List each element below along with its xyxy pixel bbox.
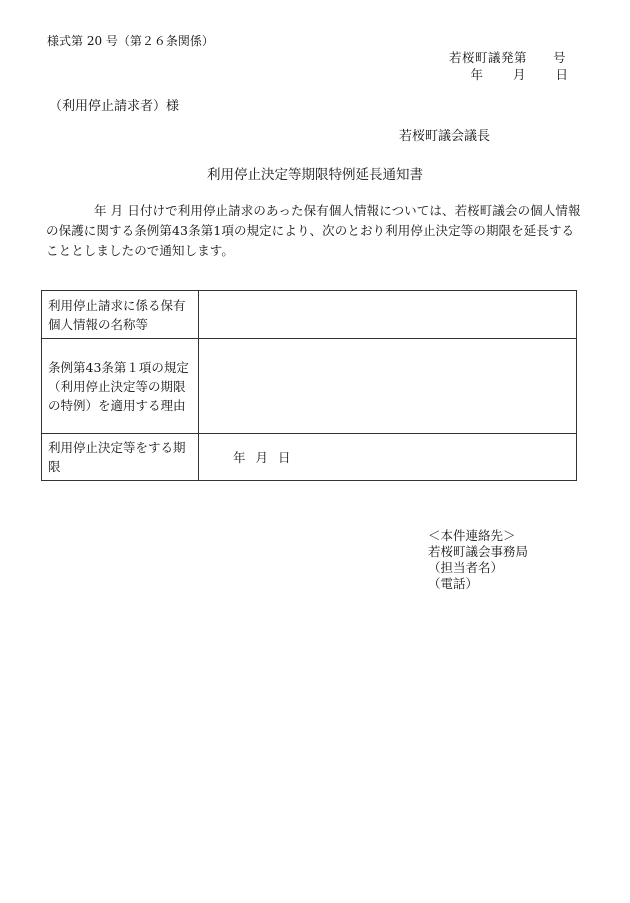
contact-phone: （電話） — [428, 576, 479, 591]
table-value-reason — [199, 339, 577, 434]
contact-block — [428, 528, 528, 592]
table-row — [42, 339, 577, 434]
contact-office: 若桜町議会事務局 — [428, 544, 529, 559]
sender: 若桜町議会議長 — [398, 129, 490, 144]
table-row — [42, 434, 577, 481]
table-label-deadline: 利用停止決定等をする期限 — [42, 434, 199, 481]
table-label-info-name: 利用停止請求に係る保有個人情報の名称等 — [42, 291, 199, 339]
contact-person: （担当者名） — [428, 560, 504, 575]
form-number: 様式第 20 号（第２６条関係） — [47, 34, 214, 48]
contact-heading: ＜本件連絡先＞ — [428, 528, 516, 543]
table-row — [42, 291, 577, 339]
document-title: 利用停止決定等期限特例延長通知書 — [207, 167, 423, 183]
table-value-deadline: 年 月 日 — [199, 434, 577, 481]
document-date: 年 月 日 — [470, 67, 568, 82]
info-table — [41, 290, 577, 481]
table-label-reason: 条例第43条第１項の規定（利用停止決定等の期限の特例）を適用する理由 — [42, 339, 199, 434]
table-value-info-name — [199, 291, 577, 339]
body-paragraph: 年 月 日付けで利用停止請求のあった保有個人情報については、若桜町議会の個人情報の保護に関する条例第43条第1項の規定により、次のとおり利用停止決定等の期限を延長することとしましたので通知します。 — [46, 203, 581, 258]
document-number: 若桜町議発第 号 — [448, 50, 566, 65]
addressee: （利用停止請求者）様 — [49, 99, 180, 114]
